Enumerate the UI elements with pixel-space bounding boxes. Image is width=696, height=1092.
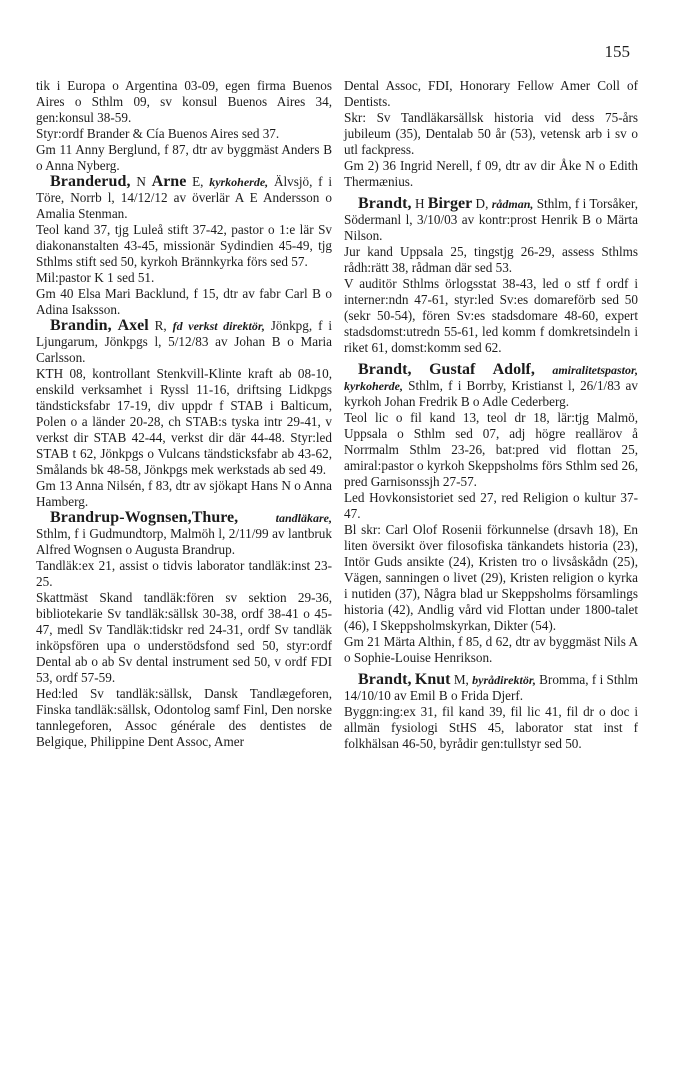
entry-paragraph: Gm 13 Anna Nilsén, f 83, dtr av sjökapt Hans N o Anna Hamberg. bbox=[36, 478, 332, 509]
entry-heading bbox=[36, 318, 332, 366]
entry-paragraph: Teol kand 37, tjg Luleå stift 37-42, pastor o 1:e lär Sv diakonanstalten 43-45, missionär Sydindien 45-49, tjg Sthlms stift sed 50, kyrkoh Brännkyrka förs sed 57. bbox=[36, 222, 332, 269]
page-number: 155 bbox=[604, 42, 630, 61]
continued-text-line: Gm 2) 36 Ingrid Nerell, f 09, dtr av dir Åke N o Edith Thermænius. bbox=[344, 158, 638, 189]
entry-heading bbox=[344, 196, 638, 244]
entry-paragraph: Teol lic o fil kand 13, teol dr 18, lär:tjg Malmö, Uppsala o Sthlm sed 07, adj högre reallärov å Norrmalm Sthlm 23-26, bat:pred vid flottan 25, amiral:pastor o kyrkoh Skeppsholms förs Sthlm sed 26, pred Garnisonssjh 27-57. bbox=[344, 410, 638, 489]
entry-paragraph: Hed:led Sv tandläk:sällsk, Dansk Tandlægeforen, Finska tandläk:sällsk, Odontolog samf Finl, Den norske tannlegeforen, Assoc générale des dentistes de Belgique, Philippine Dent Assoc, Amer bbox=[36, 686, 332, 749]
entry-surname: Brandrup-Wognsen, bbox=[50, 509, 192, 526]
entry-paragraph: V auditör Sthlms örlogsstat 38-43, led o stf f ordf i interner:ndn 47-61, styr:led Sv:es domareförb sed 50 (sekr 50-54), fören Sv:es stadsdomare 48-60, expert stadsdomst:utredn 55-61, led komm f domkretsindeln i riket 61, domst:komm sed 62. bbox=[344, 276, 638, 355]
entry-head-text: Sthlm, f i Torsåker, Södermanl l, 3/10/03 av kontr:prost Henrik B o Märta Nilson. bbox=[344, 196, 639, 243]
continued-text-line: Dental Assoc, FDI, Honorary Fellow Amer Coll of Dentists. bbox=[344, 78, 638, 109]
entry-paragraph: Led Hovkonsistoriet sed 27, red Religion o kultur 37-47. bbox=[344, 490, 638, 521]
entry-given-name: Thure, bbox=[191, 509, 239, 526]
biography-entry bbox=[36, 510, 332, 750]
entry-surname: Brandin, bbox=[50, 317, 112, 334]
entry-given-name: Axel bbox=[117, 317, 149, 334]
entry-head-text: Sthlm, f i Borrby, Kristianst l, 26/1/83 av kyrkoh Johan Fredrik B o Adle Cederberg. bbox=[344, 378, 638, 409]
entry-title: rådman, bbox=[491, 197, 534, 211]
left-column bbox=[36, 78, 332, 750]
entry-heading bbox=[344, 362, 638, 410]
entry-surname: Brandt, bbox=[358, 195, 412, 212]
continued-text-line: tik i Europa o Argentina 03-09, egen firma Buenos Aires o Sthlm 09, sv konsul Buenos Aires 34, gen:konsul 38-59. bbox=[36, 78, 332, 125]
entry-head-text: Bromma, f i Sthlm 14/10/10 av Emil B o Frida Djerf. bbox=[344, 672, 639, 703]
entry-paragraph: KTH 08, kontrollant Stenkvill-Klinte kraft ab 08-10, enskild verksamhet i Ryssl 11-16, driftsing Lidkpgs tändsticksfabr 17-19, div uppdr f STAB i Balticum, Polen o a länder 20-28, ch STAB:s tyska intr 29-41, v verkst dir STAB 42-44, verkst dir där 44-48. Styr:led STAB t 62, Jönkpgs o Vulcans tändsticksfabr ab 43-62, Smålands bk 48-58, Jönkpgs mek werkstads ab sed 49. bbox=[36, 366, 332, 477]
entry-paragraph: Mil:pastor K 1 sed 51. bbox=[36, 270, 155, 285]
entry-given-suffix: E, bbox=[192, 174, 204, 189]
biography-entry bbox=[36, 174, 332, 318]
entry-paragraph: Bl skr: Carl Olof Rosenii förkunnelse (drsavh 18), En liten översikt över filosofiska tänkandets historia (23), Intör Guds ansikte (24), Kristen tro o livsåskådn (25), Vägen, sanningen o livet (29), Kristen religion o kyrka i nutiden (37), Några blad ur Skeppsholms församlings historia (42), Andlig vård vid Flottan under 1800-talet (46), I Skeppsholmskyrkan, Dikter (54). bbox=[344, 522, 638, 633]
entry-head-text: Sthlm, f i Gudmundtorp, Malmöh l, 2/11/99 av lantbruk Alfred Wognsen o Augusta Brandrup. bbox=[36, 526, 332, 557]
entry-head-text: Jönkpg, f i Ljungarum, Jönkpgs l, 5/12/83 av Johan B o Maria Carlsson. bbox=[36, 318, 333, 365]
entry-given-prefix: H bbox=[414, 196, 425, 211]
entry-title: fd verkst direktör, bbox=[172, 319, 265, 333]
entry-surname: Brandt, bbox=[358, 671, 412, 688]
continued-text-line: Styr:ordf Brander & Cía Buenos Aires sed 37. bbox=[36, 126, 280, 141]
entry-given-suffix: R, bbox=[154, 318, 167, 333]
entry-title: byrådirektör, bbox=[472, 673, 536, 687]
entry-paragraph: Jur kand Uppsala 25, tingstjg 26-29, assess Sthlms rådh:rätt 38, rådman där sed 53. bbox=[344, 244, 638, 275]
entry-heading bbox=[344, 672, 638, 704]
entry-surname: Branderud, bbox=[50, 173, 131, 190]
entry-surname: Brandt, bbox=[358, 361, 412, 378]
continued-text-line: Skr: Sv Tandläkarsällsk historia vid dess 75-års jubileum (35), Dentalab 50 år (53), vetensk arb i sv o utl fackpress. bbox=[344, 110, 638, 157]
entry-given-name: Birger bbox=[427, 195, 473, 212]
entry-title: kyrkoherde, bbox=[209, 175, 269, 189]
entry-paragraph: Gm 21 Märta Althin, f 85, d 62, dtr av byggmäst Nils A o Sophie-Louise Henrikson. bbox=[344, 634, 638, 665]
biography-entry bbox=[344, 196, 638, 356]
entry-given-name: Knut bbox=[414, 671, 451, 688]
entry-title: tandläkare, bbox=[275, 511, 332, 525]
entry-heading bbox=[36, 510, 332, 558]
entry-given-suffix: M, bbox=[453, 672, 469, 687]
entry-head-text: Älvsjö, f i Töre, Norrb l, 14/12/12 av överlär A E Andersson o Amalia Stenman. bbox=[36, 174, 333, 221]
entry-given-prefix: N bbox=[136, 174, 146, 189]
entry-given-suffix: D, bbox=[475, 196, 489, 211]
entry-title: amiralitetspastor, kyrkoherde, bbox=[344, 363, 639, 393]
biography-entry bbox=[36, 318, 332, 510]
biography-entry bbox=[344, 362, 638, 666]
entry-heading bbox=[36, 174, 332, 222]
continued-text-line: Gm 11 Anny Berglund, f 87, dtr av byggmäst Anders B o Anna Nyberg. bbox=[36, 142, 332, 173]
entry-given-name: Gustaf Adolf, bbox=[429, 361, 535, 378]
entry-paragraph: Gm 40 Elsa Mari Backlund, f 15, dtr av fabr Carl B o Adina Isaksson. bbox=[36, 286, 332, 317]
biography-entry bbox=[344, 672, 638, 752]
right-column bbox=[344, 78, 638, 752]
entry-paragraph: Tandläk:ex 21, assist o tidvis laborator tandläk:inst 23-25. bbox=[36, 558, 332, 589]
entry-given-name: Arne bbox=[151, 173, 187, 190]
entry-paragraph: Byggn:ing:ex 31, fil kand 39, fil lic 41, fil dr o doc i allmän fysiologi StHS 45, laborator stat inst f folkhälsan 46-50, byrådir gen:tullstyr sed 50. bbox=[344, 704, 638, 751]
entry-paragraph: Skattmäst Skand tandläk:fören sv sektion 29-36, bibliotekarie Sv tandläk:sällsk 30-38, ordf 38-41 o 45-47, medl Sv Tandläk:tidskr red 24-31, ordf Sv tandläk inköpsfören upa o understödsfond sed 50, styr:ordf Dental ab o ab Sv dental instrument sed 50, v ordf FDI 53, ordf 57-59. bbox=[36, 590, 332, 685]
